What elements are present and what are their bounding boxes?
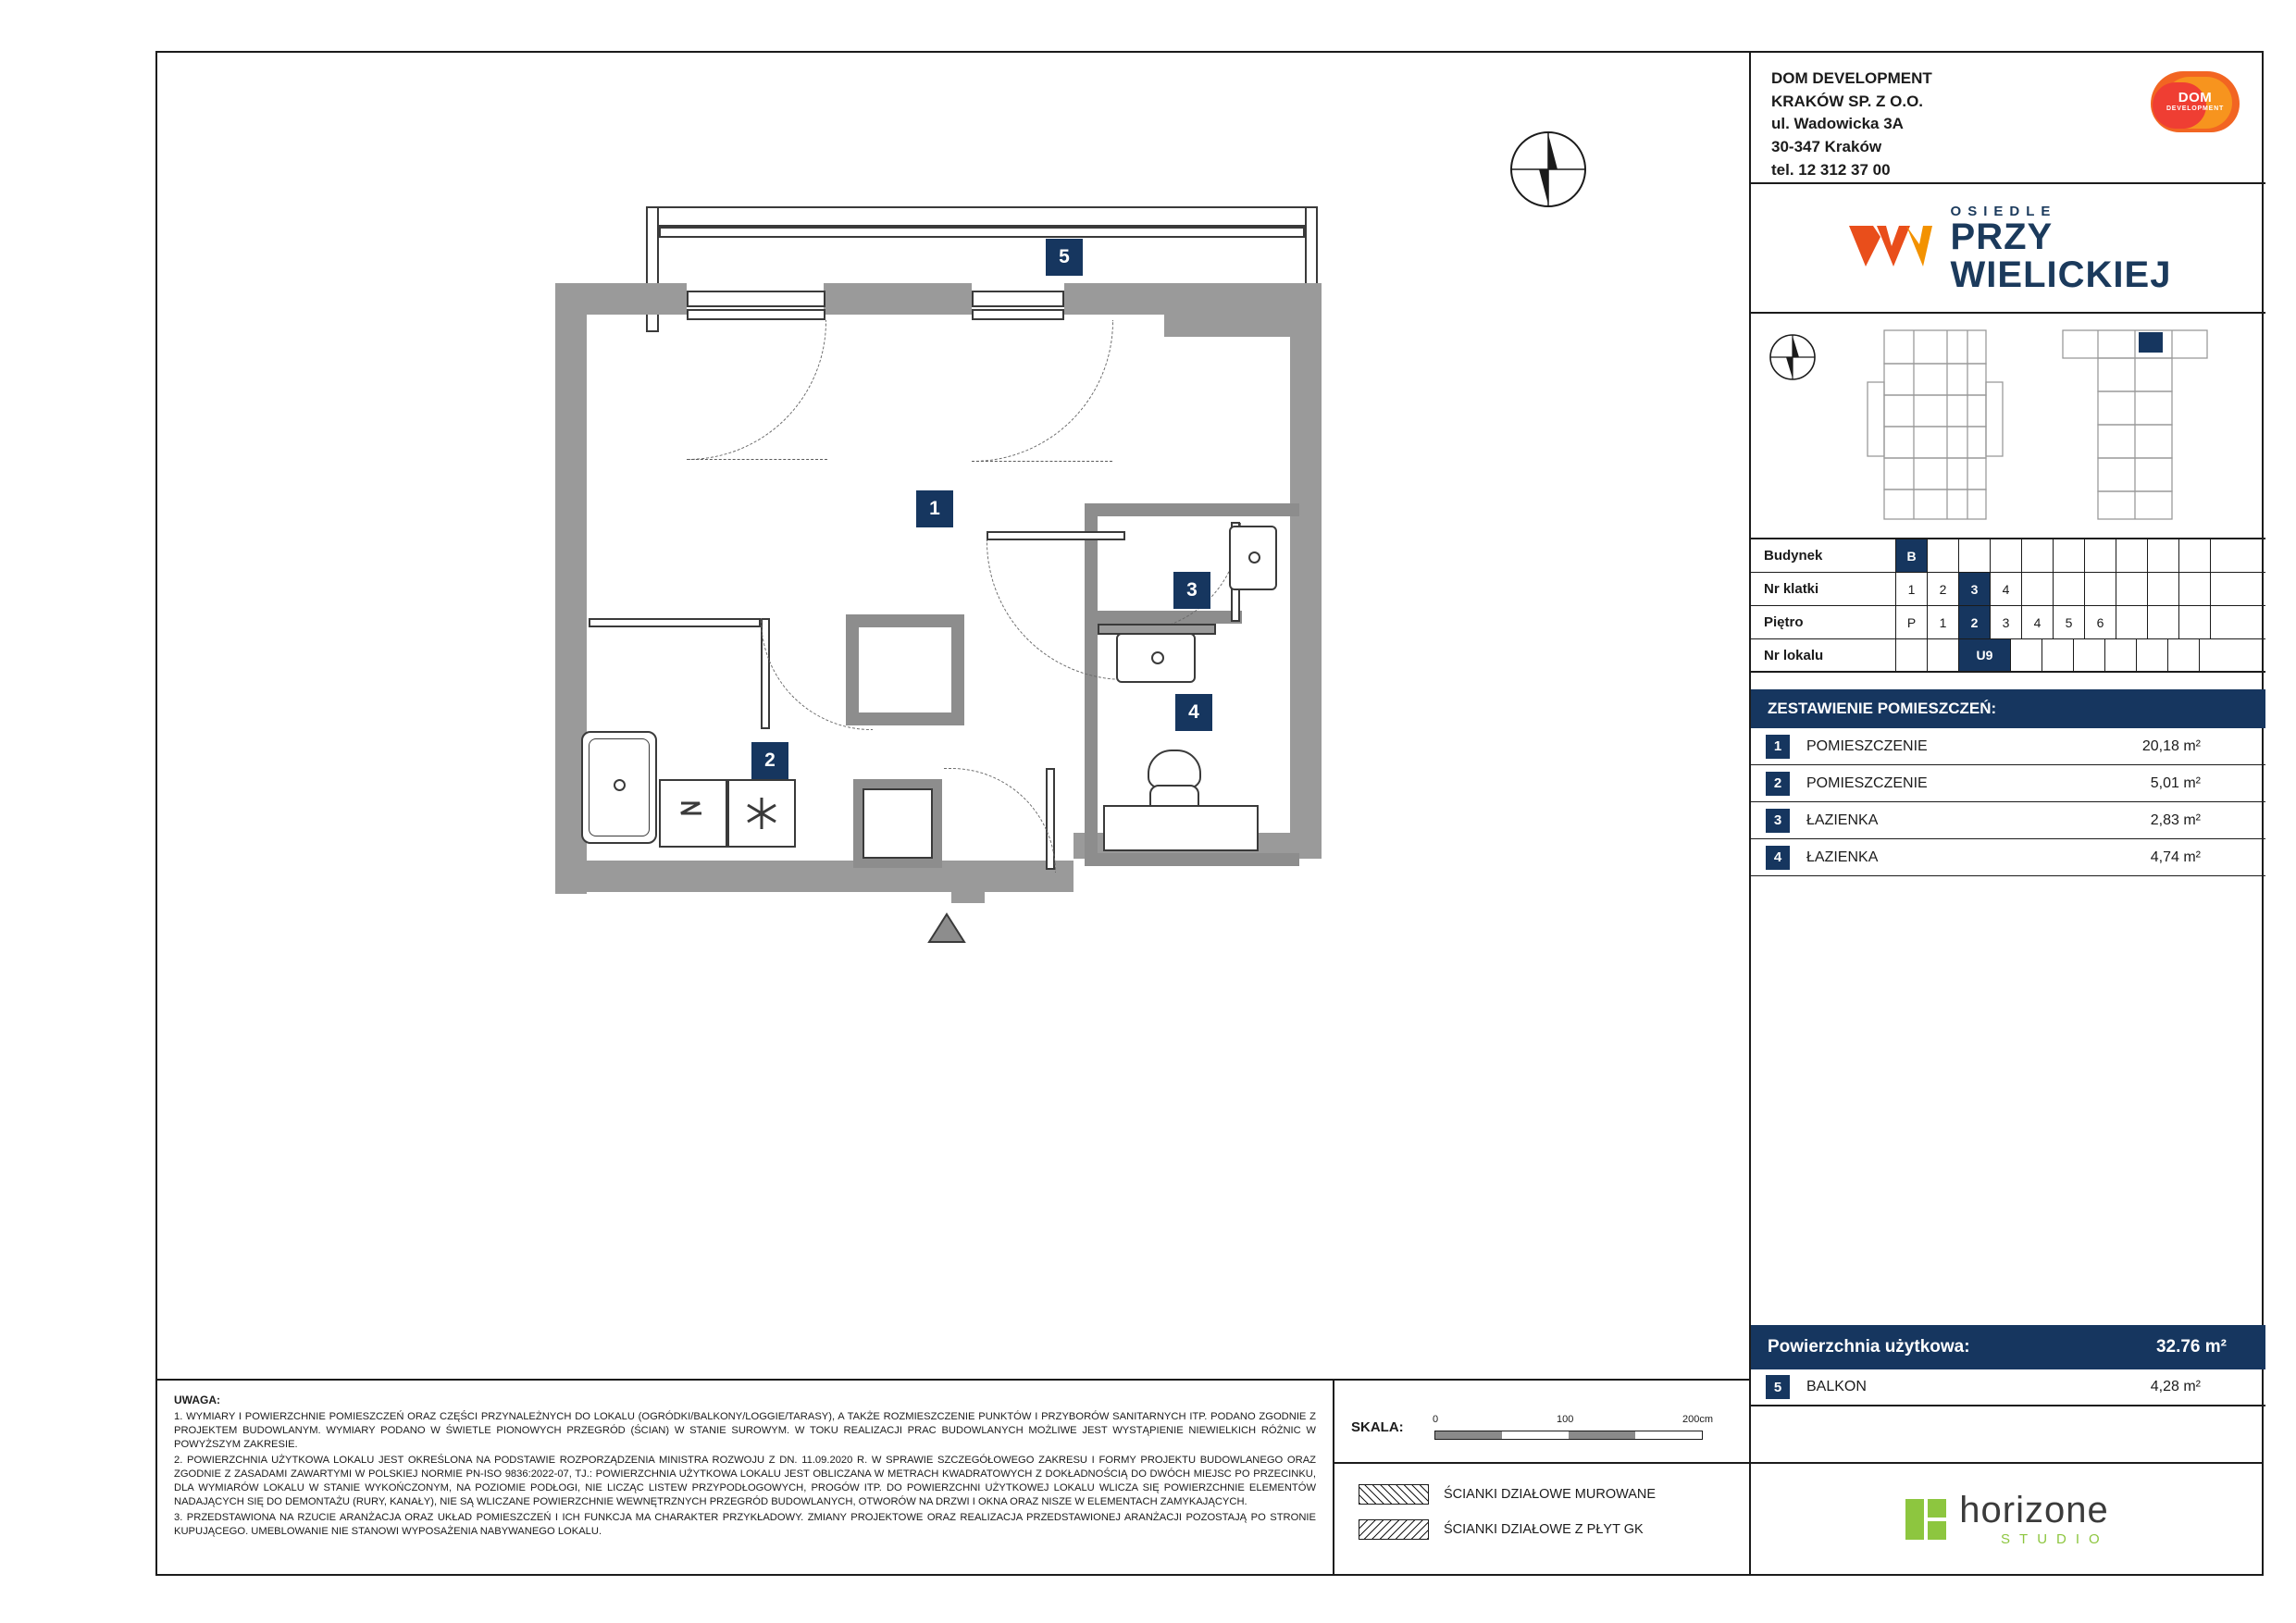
floor-cell-empty-4[interactable] [2210,606,2241,638]
staircase-cell-empty-5[interactable] [2147,573,2178,605]
usable-area-value: 32.76 m² [2155,1337,2227,1357]
room-area-3: 2,83 m² [2150,812,2201,828]
note-1: 1. WYMIARY I POWIERZCHNIE POMIESZCZEŃ ORAZ CZĘŚCI PRZYNALEŻNYCH DO LOKALU (OGRÓDKI/BALKONY/LOGGIE/TARASY), A TAKŻE ROZMIESZCZENIE PUNKTÓW I PRZYBORÓW SANITARNYCH ITP. PODANO ZGODNIE Z PROJEKTEM BUDOWLANYM. WYMIARY PODANO W ŚWIETLE PIONOWYCH PRZEGRÓD (ŚCIAN) W STANIE SUROWYM. W TOKU REALIZACJI PRAC BUDOWLANYCH MOŻLIWE JEST WYSTĄPIENIE NIEWIELKICH RÓŻNIC W POWYŻSZYM ZAKRESIE. [174,1411,1316,1450]
room-number-2: 2 [1766,772,1790,796]
legend-item-masonry [1359,1484,1749,1505]
developer-name-1: DOM DEVELOPMENT [1771,69,1932,87]
studio-logo-block [1749,1462,2264,1575]
location-row-lokal [1751,639,2265,673]
developer-address: ul. Wadowicka 3A [1771,115,1904,133]
building-cell-b[interactable]: B [1895,539,1927,572]
room-number-1: 1 [1766,735,1790,759]
legend-block [1333,1462,1749,1575]
usable-area-bar [1751,1325,2265,1369]
floor-cell-empty-2[interactable] [2147,606,2178,638]
estate-line-3: WIELICKIEJ [1950,254,2172,295]
swing-room2 [761,618,873,730]
toilet [1148,750,1201,788]
unit-cell-empty-6[interactable] [2104,639,2136,671]
staircase-cell-2[interactable]: 2 [1927,573,1958,605]
floor-plan [398,120,1721,1342]
developer-phone: tel. 12 312 37 00 [1771,160,1891,179]
building-cell-empty-3[interactable] [1990,539,2021,572]
room-row-4 [1751,839,2265,876]
scale-tick-200: 200cm [1682,1414,1714,1425]
floor-cell-2[interactable]: 2 [1958,606,1990,638]
unit-cell-empty-3[interactable] [2010,639,2042,671]
wall-right [1290,283,1322,857]
counter-bath4 [1098,624,1216,635]
door-leaf-left [687,459,827,460]
floor-cell-empty-3[interactable] [2178,606,2210,638]
key-plan-block [1751,314,2265,539]
balcony-area: 4,28 m² [2150,1379,2201,1394]
room-number-4: 4 [1766,846,1790,870]
floor-cell-empty-1[interactable] [2116,606,2147,638]
notes-title: UWAGA: [174,1394,220,1406]
balcony-number: 5 [1766,1375,1790,1399]
legend-swatch-masonry-icon [1359,1484,1429,1505]
staircase-cell-empty-3[interactable] [2084,573,2116,605]
door-balcony-left [687,309,825,320]
door-leaf-right [972,461,1112,462]
staircase-cell-empty-2[interactable] [2053,573,2084,605]
staircase-cell-empty-6[interactable] [2178,573,2210,605]
room-number-3: 3 [1766,809,1790,833]
scale-bar [1433,1414,1714,1445]
swing-room1 [987,540,1126,680]
unit-cell-empty-7[interactable] [2136,639,2167,671]
staircase-cell-3[interactable]: 3 [1958,573,1990,605]
horizone-mark-icon [1905,1499,1946,1540]
plan-marker-4: 4 [1175,694,1212,731]
key-plan-compass-icon [1768,332,1818,382]
plan-marker-2: 2 [751,742,788,779]
studio-name: horizone [1959,1490,2109,1530]
star-icon [740,792,783,835]
developer-name-2: KRAKÓW SP. Z O.O. [1771,92,1924,110]
room-name-2: POMIESZCZENIE [1806,774,1928,791]
window-left [687,291,825,307]
dom-logo-text: DOM [2178,90,2213,105]
plan-marker-3: 3 [1173,572,1210,609]
door-balcony-right [972,309,1064,320]
sink4-drain-icon [1151,651,1164,664]
note-3: 3. PRZEDSTAWIONA NA RZUCIE ARANŻACJA ORAZ UKŁAD POMIESZCZEŃ I ICH FUNKCJA MA CHARAKTER PRZYKŁADOWY. ZMIANY PROJEKTOWE ORAZ REALIZACJA PRZEDSTAWIONEJ ARANŻACJI POZOSTAJĄ PO STRONIE KUPUJĄCEGO. UMEBLOWANIE NIE STANOWI WYPOSAŻENIA NABYWANEGO LOKALU. [174,1512,1316,1538]
room-area-4: 4,74 m² [2150,849,2201,865]
balcony-name: BALKON [1806,1379,1867,1394]
compass-icon [1508,130,1588,209]
building-cell-empty-2[interactable] [1958,539,1990,572]
unit-cell-empty-1[interactable] [1895,639,1927,671]
location-label-klatka: Nr klatki [1764,581,1819,597]
swing-balcony-right [972,320,1113,462]
room-row-1 [1751,728,2265,765]
unit-cell-empty-5[interactable] [2073,639,2104,671]
location-table [1751,539,2265,673]
staircase-cell-4[interactable]: 4 [1990,573,2021,605]
wall-top-mid [824,283,972,315]
unit-cell-empty-8[interactable] [2167,639,2199,671]
building-cell-empty-1[interactable] [1927,539,1958,572]
balcony-floor [659,227,1305,238]
scale-block [1333,1379,1749,1462]
room-row-2 [1751,765,2265,802]
note-2: 2. POWIERZCHNIA UŻYTKOWA LOKALU JEST OKREŚLONA NA PODSTAWIE ROZPORZĄDZENIA MINISTRA ROZWOJU Z DN. 11.09.2020 R. W SPRAWIE SZCZEGÓŁOWEGO ZAKRESU I FORMY PROJEKTU BUDOWLANEGO ORAZ ZGODNIE Z ZASADAMI ZAWARTYMI W POLSKIEJ NORMIE PN-ISO 9836:2022-07, TJ.: POWIERZCHNIA UŻYTKOWA LOKALU JEST OBLICZANA W METRACH KWADRATOWYCH Z DOKŁADNOŚCIĄ DO DWÓCH MIEJSC PO PRZECINKU, DLA WYMIARÓW LOKALU W STANIE WYKOŃCZONYM, NA POZIOMIE PODŁOGI, NIE LICZĄC LISTEW PRZYPODŁOGOWYCH, PROGÓW ITP. DO POWIERZCHNI UŻYTKOWEJ LOKALU WLICZA SIĘ POWIERZCHNIE ELEMENTÓW NADAJĄCYCH SIĘ DO DEMONTAŻU (RURY, KANAŁY), NIE SĄ WLICZANE POWIERZCHNIE WEWNĘTRZNYCH PRZEGRÓD BUDOWLANYCH, OTWORÓW NA DRZWI I OKNA ORAZ NISZE W ELEMENTACH ZAMYKAJĄCYCH. [174,1455,1316,1507]
location-row-budynek [1751,539,2265,573]
scale-bar-graphic [1434,1431,1703,1440]
room-area-2: 5,01 m² [2150,774,2201,791]
dom-logo-subtext: DEVELOPMENT [2166,105,2225,112]
wall-partition-top [1085,503,1299,516]
legend-swatch-gk-icon [1359,1519,1429,1540]
shower-tray [1103,805,1259,851]
notes-block [157,1379,1333,1575]
developer-block [1751,51,2265,184]
location-label-lokal: Nr lokalu [1764,647,1824,663]
sink3-drain-icon [1248,551,1260,564]
location-row-pietro [1751,606,2265,639]
developer-details [1771,68,1932,181]
room-name-4: ŁAZIENKA [1806,849,1879,865]
studio-wordmark [1959,1492,2108,1547]
bathtub-drain-icon [614,779,626,791]
room-schedule-header: ZESTAWIENIE POMIESZCZEŃ: [1751,689,2265,728]
building-cell-empty-6[interactable] [2084,539,2116,572]
building-cell-empty-7[interactable] [2116,539,2147,572]
studio-subtitle: STUDIO [2001,1531,2109,1547]
scale-tick-100: 100 [1557,1414,1574,1425]
washer-icon [672,792,714,835]
niche-left [589,618,761,627]
room-row-3 [1751,802,2265,839]
key-plan-building-a [1858,327,2029,523]
estate-mark-icon [1845,220,1934,278]
balcony-outline [646,206,1318,227]
scale-label: SKALA: [1351,1419,1404,1435]
floor-cell-6[interactable]: 6 [2084,606,2116,638]
key-plan-diagrams [1836,327,2243,526]
staircase-cell-empty-1[interactable] [2021,573,2053,605]
window-right [972,291,1064,307]
unit-cell-u9[interactable]: U9 [1958,639,2010,671]
estate-line-1: OSIEDLE [1950,203,2057,219]
location-label-budynek: Budynek [1764,548,1823,564]
room-area-1: 20,18 m² [2141,737,2201,754]
legend-label-gk: ŚCIANKI DZIAŁOWE Z PŁYT GK [1444,1522,1644,1537]
location-label-pietro: Piętro [1764,614,1804,630]
building-cell-empty-4[interactable] [2021,539,2053,572]
entrance-arrow-icon [927,912,966,944]
wall-room2-step [951,614,964,716]
staircase-cell-1[interactable]: 1 [1895,573,1927,605]
swing-bath4 [944,768,1056,873]
usable-area-label: Powierzchnia użytkowa: [1768,1337,1970,1357]
estate-wordmark [1951,204,2172,294]
balcony-row [1751,1369,2265,1406]
unit-cell-empty-4[interactable] [2042,639,2073,671]
unit-cell-empty-2[interactable] [1927,639,1958,671]
wall-bath4-bottom [1085,853,1299,866]
dom-development-logo [2151,71,2240,138]
plan-marker-1: 1 [916,490,953,527]
swing-balcony-left [687,320,826,460]
unit-cell-empty-9[interactable] [2199,639,2230,671]
building-cell-empty-9[interactable] [2178,539,2210,572]
building-cell-empty-5[interactable] [2053,539,2084,572]
developer-postal: 30-347 Kraków [1771,137,1882,155]
floor-cell-p[interactable]: P [1895,606,1927,638]
floor-cell-3[interactable]: 3 [1990,606,2021,638]
key-plan-building-b [2050,327,2221,523]
scale-tick-0: 0 [1433,1414,1439,1425]
location-row-klatka [1751,573,2265,606]
wall-top-right [1064,283,1166,315]
room-name-3: ŁAZIENKA [1806,812,1879,828]
room-name-1: POMIESZCZENIE [1806,737,1928,754]
door-panel-room1 [987,531,1125,540]
floor-cell-1[interactable]: 1 [1927,606,1958,638]
estate-line-2: PRZY [1950,216,2054,257]
staircase-cell-empty-7[interactable] [2210,573,2241,605]
building-cell-empty-10[interactable] [2210,539,2241,572]
floor-cell-5[interactable]: 5 [2053,606,2084,638]
legend-label-masonry: ŚCIANKI DZIAŁOWE MUROWANE [1444,1487,1657,1502]
staircase-cell-empty-4[interactable] [2116,573,2147,605]
plan-marker-5: 5 [1046,239,1083,276]
closet-inner [863,788,933,859]
info-panel [1749,51,2264,1576]
legend-item-gk [1359,1519,1749,1540]
building-cell-empty-8[interactable] [2147,539,2178,572]
estate-logo-block [1751,184,2265,314]
floor-cell-4[interactable]: 4 [2021,606,2053,638]
